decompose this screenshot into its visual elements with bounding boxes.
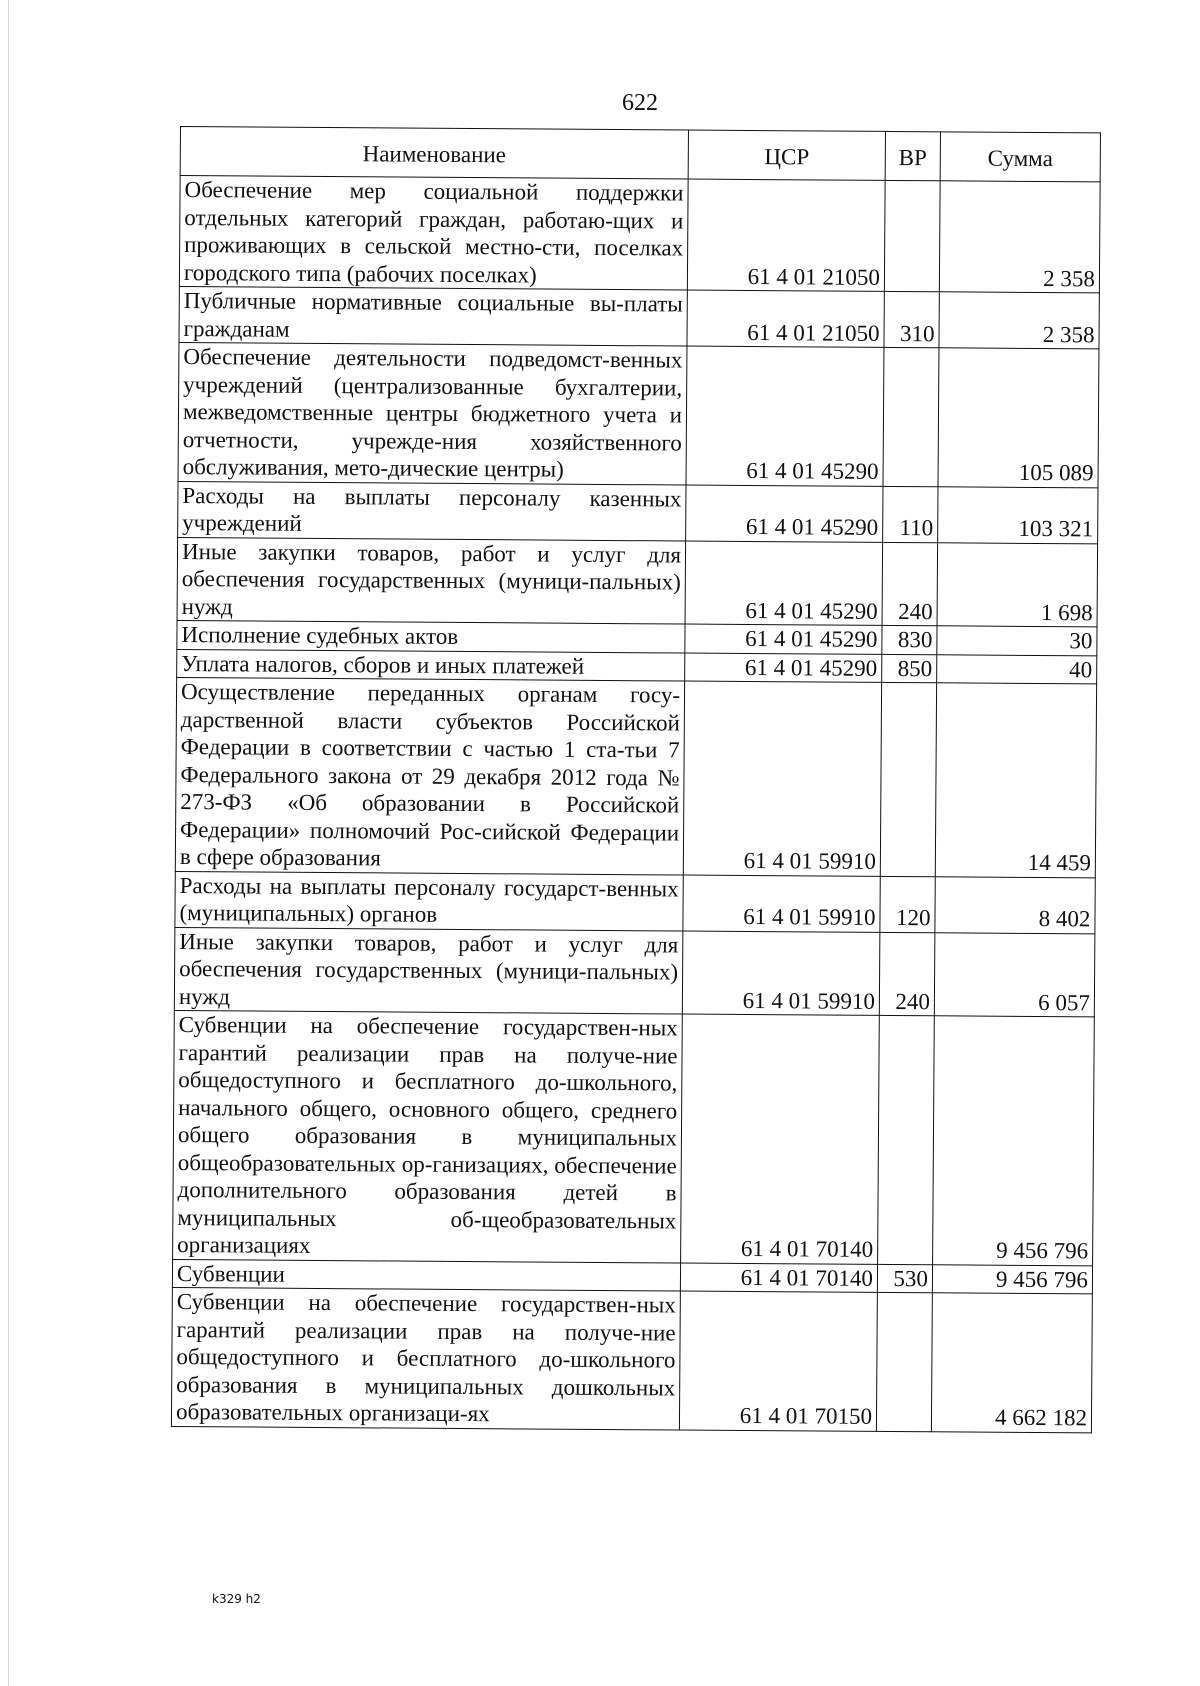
cell-name: Иные закупки товаров, работ и услуг для обеспечения государственных (муници-пальных) нужд [174, 927, 683, 1014]
cell-vr [884, 180, 940, 291]
cell-vr [883, 347, 939, 486]
cell-name: Обеспечение деятельности подведомст-венных учреждений (централизованные бухгалтерии, межведомственные центры бюджетного учета и отчетности, учрежде-ния хозяйственного обслуживания, мето-дические центры) [178, 342, 687, 484]
page-number: 622 [622, 90, 658, 116]
cell-name: Иные закупки товаров, работ и услуг для обеспечения государственных (муници-пальных) нужд [177, 537, 686, 624]
table-row [175, 677, 1096, 877]
cell-sum: 8 402 [935, 876, 1095, 933]
scan-edge-line [8, 0, 9, 1686]
cell-csr: 61 4 01 45290 [686, 485, 883, 542]
cell-vr: 110 [883, 486, 938, 542]
footer-code: k329 h2 [212, 1592, 261, 1606]
table-row [173, 1010, 1095, 1265]
cell-sum: 6 057 [934, 932, 1095, 1017]
cell-sum: 9 456 796 [933, 1016, 1095, 1266]
cell-sum: 105 089 [938, 348, 1099, 488]
cell-csr: 61 4 01 45290 [685, 624, 882, 654]
cell-vr [876, 1292, 932, 1431]
header-name: Наименование [180, 127, 688, 180]
cell-sum: 2 358 [939, 292, 1099, 349]
cell-sum: 9 456 796 [932, 1264, 1092, 1294]
table-header-row [180, 127, 1100, 182]
cell-csr: 61 4 01 59910 [683, 681, 881, 876]
cell-sum: 2 358 [939, 181, 1100, 293]
cell-vr [880, 682, 936, 876]
cell-csr: 61 4 01 70140 [681, 1014, 880, 1264]
cell-name: Расходы на выплаты персоналу государст-венных (муниципальных) органов [175, 871, 683, 931]
table-row [174, 927, 1095, 1017]
cell-name: Субвенции на обеспечение государствен-ных гарантий реализации прав на получе-ние общедоступного и бесплатного до-школьного образования в муниципальных дошкольных образовательных организаци-ях [171, 1287, 680, 1429]
table-row [179, 176, 1100, 293]
cell-vr: 310 [884, 291, 939, 347]
cell-csr: 61 4 01 21050 [687, 179, 885, 291]
cell-name: Субвенции [172, 1259, 680, 1291]
cell-csr: 61 4 01 59910 [683, 875, 880, 932]
cell-name: Исполнение судебных актов [177, 620, 685, 652]
cell-vr: 120 [880, 876, 935, 932]
table-row [171, 1287, 1092, 1432]
cell-sum: 103 321 [938, 486, 1098, 543]
cell-vr [878, 1015, 935, 1264]
table-row [179, 286, 1099, 348]
cell-name: Публичные нормативные социальные вы-платы гражданам [179, 286, 687, 346]
table-row [178, 342, 1099, 487]
cell-sum: 4 662 182 [931, 1293, 1092, 1433]
header-csr: ЦСР [688, 130, 885, 180]
cell-name: Расходы на выплаты персоналу казенных учреждений [178, 481, 686, 541]
cell-csr: 61 4 01 45290 [685, 541, 883, 626]
cell-sum: 30 [937, 626, 1097, 656]
cell-csr: 61 4 01 45290 [685, 653, 882, 683]
cell-csr: 61 4 01 70140 [680, 1263, 877, 1293]
table-row [177, 537, 1098, 627]
cell-csr: 61 4 01 45290 [686, 346, 884, 486]
cell-name: Обеспечение мер социальной поддержки отдельных категорий граждан, работаю-щих и проживающих в сельской местно-сти, поселках городского типа (рабочих поселках) [179, 176, 688, 291]
cell-sum: 40 [937, 654, 1097, 684]
table-row [178, 481, 1098, 543]
table-row [175, 871, 1095, 933]
cell-csr: 61 4 01 70150 [679, 1291, 877, 1431]
cell-vr: 240 [882, 542, 938, 626]
cell-sum: 1 698 [937, 542, 1098, 627]
cell-csr: 61 4 01 59910 [682, 931, 880, 1016]
cell-sum: 14 459 [935, 683, 1096, 878]
budget-table [171, 126, 1101, 1433]
cell-vr: 850 [882, 654, 937, 683]
header-vr: ВР [885, 131, 940, 180]
cell-vr: 830 [882, 625, 937, 654]
cell-vr: 240 [879, 932, 935, 1016]
cell-vr: 530 [877, 1264, 932, 1293]
cell-name: Осуществление переданных органам госу-дарственной власти субъектов Российской Федерации в соответствии с частью 1 ста-тьи 7 Федерального закона от 29 декабря 2012 года № 273-ФЗ «Об образовании в Российской Федерации» полномочий Рос-сийской Федерации в сфере образования [175, 677, 684, 874]
cell-name: Уплата налогов, сборов и иных платежей [177, 649, 685, 681]
header-sum: Сумма [940, 132, 1100, 182]
cell-csr: 61 4 01 21050 [687, 290, 884, 347]
cell-name: Субвенции на обеспечение государствен-ных гарантий реализации прав на получе-ние общедоступного и бесплатного до-школьного, начального общего, основного общего, среднего общего образования в муниципальных общеобразовательных ор-ганизациях, обеспечение дополнительного образования детей в муниципальных об-щеобразовательных организациях [173, 1010, 683, 1262]
